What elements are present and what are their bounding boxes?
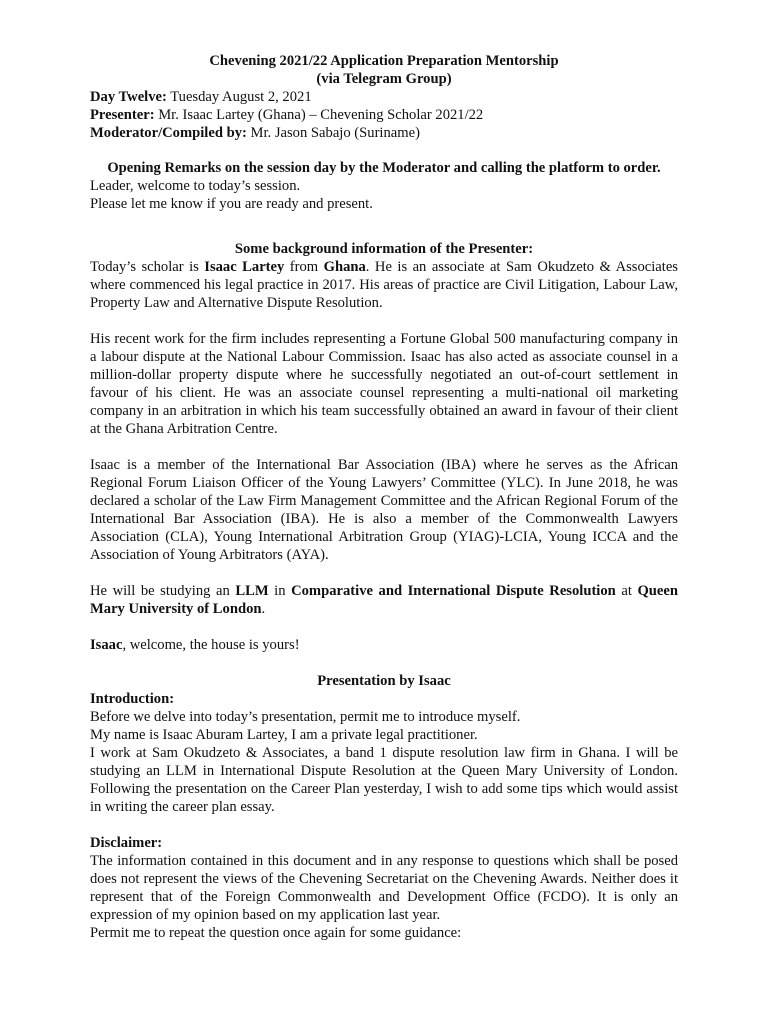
moderator-label: Moderator/Compiled by: bbox=[90, 125, 247, 141]
intro-paragraph: I work at Sam Okudzeto & Associates, a band 1 dispute resolution law firm in Ghana. I will be studying an LLM in International Dispute Resolution at the Queen Mary University of London. Following the presentation on the Career Plan yesterday, I wish to add some tips which would assist in writing the career plan essay. bbox=[90, 745, 678, 815]
moderator-line bbox=[90, 124, 678, 142]
background-paragraph-3: Isaac is a member of the International Bar Association (IBA) where he serves as the African Regional Forum Liaison Officer of the Young Lawyers’ Committee (YLC). In June 2018, he was declared a scholar of the Law Firm Management Committee and the African Regional Forum of the International Bar Association (IBA). He is also a member of the Commonwealth Lawyers Association (CLA), Young International Arbitration Group (YIAG)-LCIA, Young ICCA and the Association of Young Arbitrators (AYA). bbox=[90, 457, 678, 563]
presentation-heading: Presentation by Isaac bbox=[317, 673, 451, 689]
intro-line-2: My name is Isaac Aburam Lartey, I am a private legal practitioner. bbox=[90, 727, 478, 743]
document-title bbox=[90, 52, 678, 88]
opening-line-2: Please let me know if you are ready and present. bbox=[90, 196, 373, 212]
degree-name: LLM bbox=[235, 583, 269, 599]
title-line-1: Chevening 2021/22 Application Preparation Mentorship bbox=[209, 53, 559, 69]
course-name: Comparative and International Dispute Resolution bbox=[291, 583, 616, 599]
opening-line-1: Leader, welcome to today’s session. bbox=[90, 178, 301, 194]
disclaimer-heading: Disclaimer: bbox=[90, 835, 163, 851]
bg-p4-text-d: . bbox=[261, 601, 266, 617]
presenter-value: Mr. Isaac Lartey (Ghana) – Chevening Scholar 2021/22 bbox=[154, 107, 484, 123]
university-name: Queen Mary University of London bbox=[90, 583, 678, 617]
presenter-label: Presenter: bbox=[90, 107, 155, 123]
background-paragraph-2: His recent work for the firm includes representing a Fortune Global 500 manufacturing company in a labour dispute at the National Labour Commission. Isaac has also acted as associate counsel in a million-dollar property dispute where he successfully negotiated an out-of-court settlement in favour of his client. He was an associate counsel representing a multi-national oil marketing company in an arbitration in which his team successfully obtained an award in favour of their client at the Ghana Arbitration Centre. bbox=[90, 331, 678, 437]
document-page bbox=[90, 52, 678, 942]
presenter-line bbox=[90, 106, 678, 124]
scholar-name: Isaac Lartey bbox=[204, 259, 285, 275]
intro-line-1: Before we delve into today’s presentation, permit me to introduce myself. bbox=[90, 709, 521, 725]
day-label: Day Twelve: bbox=[90, 89, 167, 105]
bg-p4-text-c: at bbox=[615, 583, 638, 599]
introduction-heading: Introduction: bbox=[90, 691, 175, 707]
disclaimer-paragraph: The information contained in this document and in any response to questions which shall be posed does not represent the views of the Chevening Secretariat on the Chevening Awards. Neither does it represent that of the Foreign Commonwealth and Development Office (FCDO). It is only an expression of my opinion based on my application last year. bbox=[90, 853, 678, 923]
welcome-line bbox=[90, 636, 678, 654]
scholar-country: Ghana bbox=[323, 259, 366, 275]
bg-p1-text-c: . He is an associate at Sam Okudzeto & Associates where commenced his legal practice in 2017. His areas of practice are Civil Litigation, Labour Law, Property Law and Alternative Dispute Resolution. bbox=[90, 259, 678, 311]
opening-heading: Opening Remarks on the session day by the Moderator and calling the platform to order. bbox=[107, 160, 661, 176]
session-meta bbox=[90, 88, 678, 142]
closing-line: Permit me to repeat the question once again for some guidance: bbox=[90, 925, 462, 941]
moderator-value: Mr. Jason Sabajo (Suriname) bbox=[246, 125, 420, 141]
welcome-name: Isaac bbox=[90, 637, 123, 653]
background-heading: Some background information of the Presenter: bbox=[234, 241, 534, 257]
day-line bbox=[90, 88, 678, 106]
day-value: Tuesday August 2, 2021 bbox=[166, 89, 312, 105]
bg-p1-text-b: from bbox=[284, 259, 324, 275]
bg-p4-text-a: He will be studying an bbox=[90, 583, 236, 599]
title-line-2: (via Telegram Group) bbox=[316, 71, 452, 87]
background-paragraph-4 bbox=[90, 582, 678, 618]
bg-p1-text-a: Today’s scholar is bbox=[90, 259, 205, 275]
welcome-text: , welcome, the house is yours! bbox=[122, 637, 300, 653]
background-paragraph-1 bbox=[90, 258, 678, 312]
bg-p4-text-b: in bbox=[268, 583, 292, 599]
